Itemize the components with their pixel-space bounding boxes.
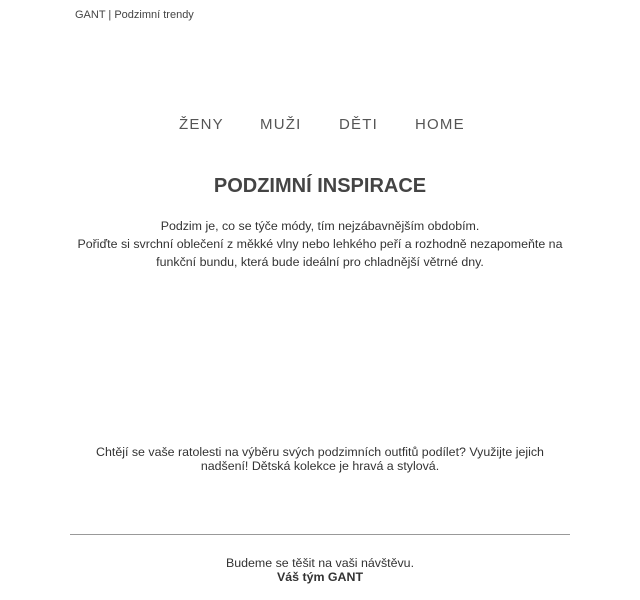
divider bbox=[70, 534, 570, 535]
category-nav bbox=[0, 116, 640, 136]
intro-line-2: Pořiďte si svrchní oblečení z měkké vlny nebo lehkého peří a rozhodně nezapomeňte na funkční bundu, která bude ideální pro chladnější větrné dny. bbox=[77, 237, 563, 269]
intro-line-1: Podzim je, co se týče módy, tím nejzábavnějším obdobím. bbox=[160, 219, 480, 233]
preheader-text: GANT | Podzimní trendy bbox=[75, 9, 194, 21]
kids-collection-text: Chtějí se vaše ratolesti na výběru svých podzimních outfitů podílet? Využijte jejich nadšení! Dětská kolekce je hravá a stylová. bbox=[96, 445, 544, 473]
footer-signature: Váš tým GANT bbox=[276, 570, 364, 584]
footer-greeting: Budeme se těšit na vaši návštěvu. bbox=[225, 556, 415, 570]
nav-item-home[interactable]: HOME bbox=[415, 116, 465, 133]
nav-item-deti[interactable]: DĚTI bbox=[339, 116, 378, 133]
intro-paragraph bbox=[70, 217, 570, 271]
nav-item-zeny[interactable]: ŽENY bbox=[179, 116, 224, 133]
page-title: PODZIMNÍ INSPIRACE bbox=[213, 175, 427, 197]
nav-item-muzi[interactable]: MUŽI bbox=[260, 116, 302, 133]
footer bbox=[0, 556, 640, 584]
